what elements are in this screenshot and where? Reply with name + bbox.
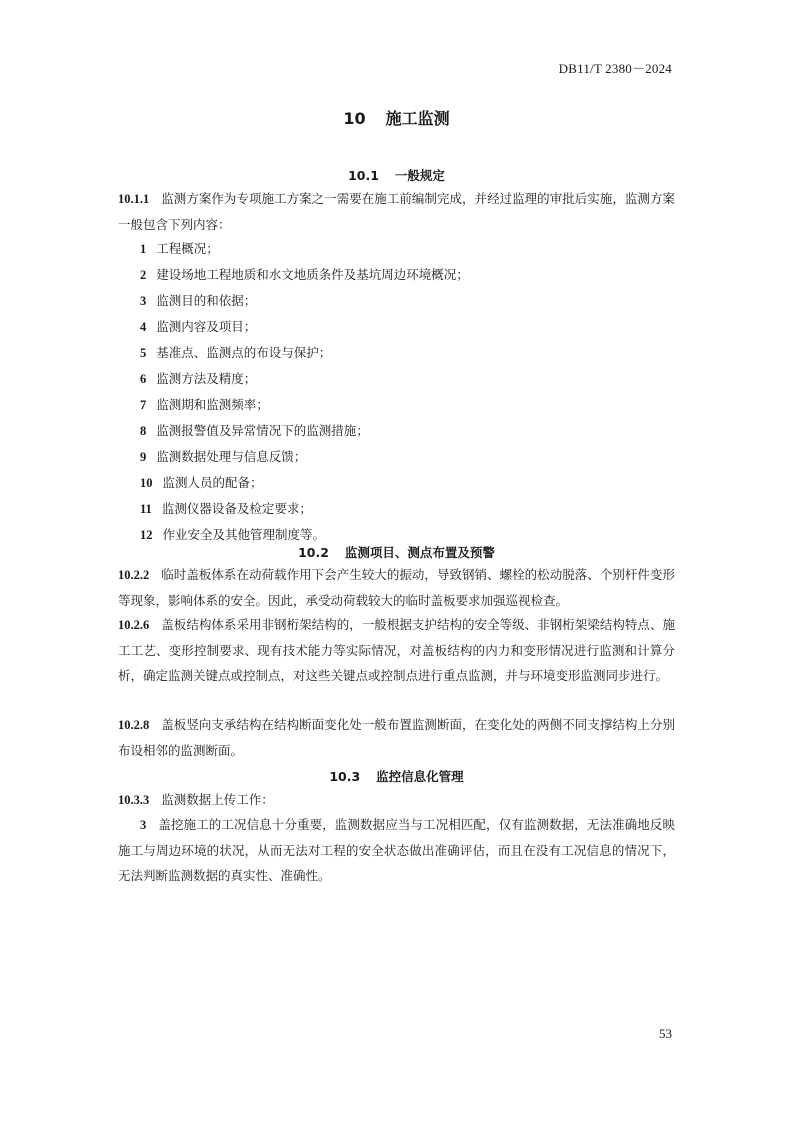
section-title xyxy=(118,543,675,561)
clause-number: 10.2.8 xyxy=(118,718,150,732)
section-title-text: 一般规定 xyxy=(394,168,445,183)
list-item xyxy=(118,418,675,444)
clause-number: 10.2.6 xyxy=(118,618,150,632)
chapter-title-text: 施工监测 xyxy=(385,109,450,128)
list-item-number: 9 xyxy=(140,450,147,464)
document-code: DB11/T 2380－2024 xyxy=(558,61,672,76)
chapter-title xyxy=(118,106,675,129)
section-title xyxy=(118,166,675,184)
list-item-text: 监测期和监测频率； xyxy=(156,397,269,412)
list-item-number: 12 xyxy=(140,528,153,542)
list-item-number: 3 xyxy=(140,294,147,308)
list-item xyxy=(118,392,675,418)
section-number: 10.2 xyxy=(298,545,329,560)
list-item xyxy=(118,314,675,340)
list-item-number: 3 xyxy=(140,818,147,832)
clause-paragraph xyxy=(118,787,675,813)
list-item-text: 盖挖施工的工况信息十分重要，监测数据应当与工况相匹配，仅有监测数据，无法准确地反映施工与周边环境的状况，从而无法对工程的安全状态做出准确评估，而且在没有工况信息的情况下，无法判断监测数据的真实性、准确性。 xyxy=(118,817,675,883)
section-number: 10.1 xyxy=(348,168,379,183)
list-item-text: 监测报警值及异常情况下的监测措施； xyxy=(156,423,369,438)
list-item-text: 监测仪器设备及检定要求； xyxy=(161,501,312,516)
list-item xyxy=(118,340,675,366)
list-item xyxy=(118,262,675,288)
page-number: 53 xyxy=(659,1026,672,1041)
clause-text: 监测数据上传工作： xyxy=(161,792,274,807)
list-item-text: 建设场地工程地质和水文地质条件及基坑周边环境概况； xyxy=(156,267,469,282)
list-item xyxy=(118,470,675,496)
list-item-text: 监测人员的配备； xyxy=(162,475,263,490)
clause-number: 10.2.2 xyxy=(118,568,150,582)
clause-number: 10.3.3 xyxy=(118,793,150,807)
list-item-text: 基准点、监测点的布设与保护； xyxy=(156,345,332,360)
list-item-text: 作业安全及其他管理制度等。 xyxy=(162,527,326,542)
list-item-number: 11 xyxy=(140,502,152,516)
list-item xyxy=(118,366,675,392)
list-item-number: 5 xyxy=(140,346,147,360)
list-item xyxy=(118,236,675,262)
chapter-number: 10 xyxy=(343,109,366,128)
list-item xyxy=(118,288,675,314)
clause-text: 盖板结构体系采用非钢桁架结构的，一般根据支护结构的安全等级、非钢桁架梁结构特点、施工工艺、变形控制要求、现有技术能力等实际情况，对盖板结构的内力和变形情况进行监测和计算分析，确定监测关键点或控制点，对这些关键点或控制点进行重点监测，并与环境变形监测同步进行。 xyxy=(118,617,675,683)
list-item-text: 监测内容及项目； xyxy=(156,319,257,334)
clause-number: 10.1.1 xyxy=(118,192,150,206)
list-item-text: 监测方法及精度； xyxy=(156,371,257,386)
clause-paragraph xyxy=(118,712,675,763)
clause-paragraph xyxy=(118,562,675,613)
list-item-number: 2 xyxy=(140,268,147,282)
list-item-number: 7 xyxy=(140,398,147,412)
list-item-text: 监测数据处理与信息反馈； xyxy=(156,449,307,464)
section-number: 10.3 xyxy=(329,769,361,784)
clause-text: 监测方案作为专项施工方案之一需要在施工前编制完成，并经过监理的审批后实施，监测方案一般包含下列内容： xyxy=(118,191,675,232)
clause-paragraph xyxy=(118,612,675,688)
list-item-number: 6 xyxy=(140,372,147,386)
list-item-text: 监测目的和依据； xyxy=(156,293,257,308)
section-title-text: 监测项目、测点布置及预警 xyxy=(344,545,495,560)
list-item xyxy=(118,444,675,470)
list-item-number: 1 xyxy=(140,242,147,256)
clause-text: 临时盖板体系在动荷载作用下会产生较大的振动，导致钢销、螺栓的松动脱落、个别杆件变形等现象，影响体系的安全。因此，承受动荷载较大的临时盖板要求加强巡视检查。 xyxy=(118,567,675,608)
clause-paragraph xyxy=(118,186,675,237)
list-item-text: 工程概况； xyxy=(156,241,219,256)
list-item xyxy=(118,496,675,522)
list-item-number: 10 xyxy=(140,476,153,490)
list-item xyxy=(118,812,675,888)
clause-text: 盖板竖向支承结构在结构断面变化处一般布置监测断面，在变化处的两侧不同支撑结构上分别布设相邻的监测断面。 xyxy=(118,717,675,758)
list-item-number: 4 xyxy=(140,320,147,334)
section-title xyxy=(118,767,675,785)
section-title-text: 监控信息化管理 xyxy=(376,769,464,784)
monitoring-plan-list xyxy=(118,236,675,548)
list-item-number: 8 xyxy=(140,424,147,438)
